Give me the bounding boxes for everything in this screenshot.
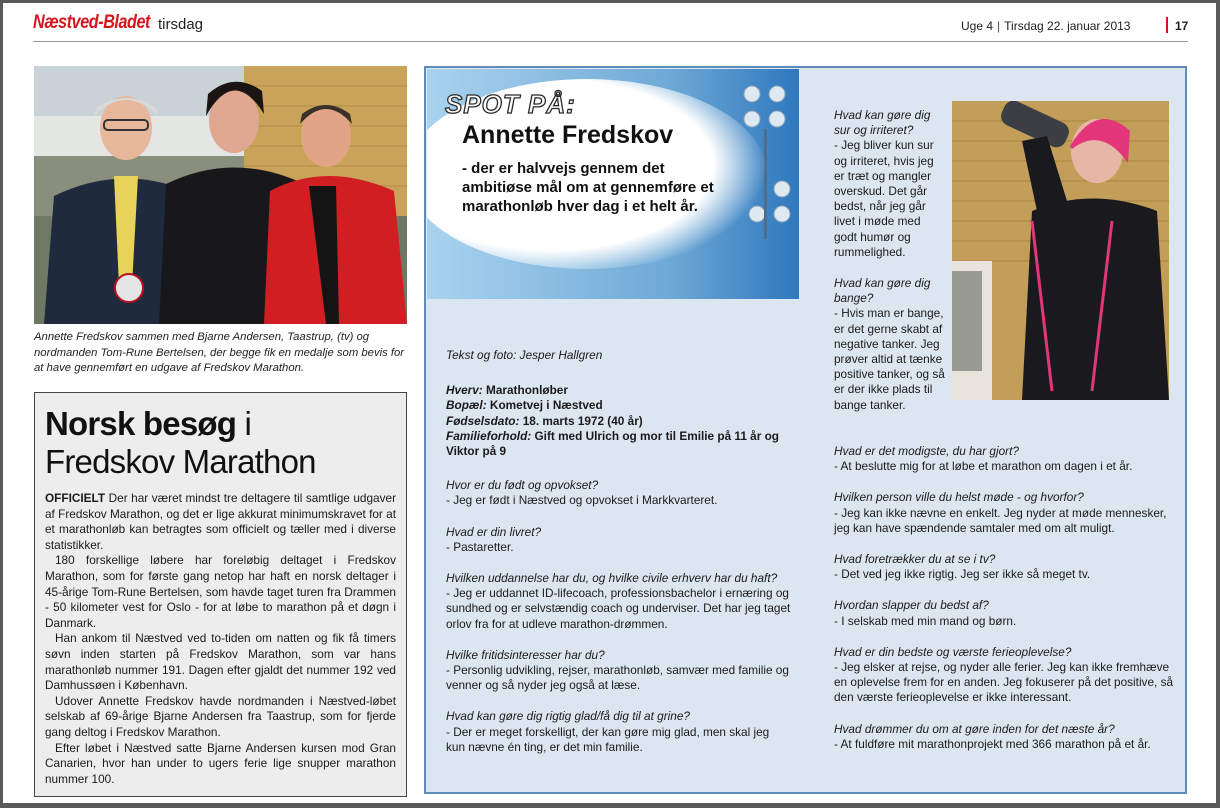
title-light-part-2: Fredskov Marathon: [45, 443, 316, 480]
interviewee-name: Annette Fredskov: [462, 121, 674, 149]
runner-photo-illustration: [952, 101, 1169, 400]
question: Hvad drømmer du om at gøre inden for det næste år?: [834, 721, 1115, 736]
group-photo: [34, 66, 407, 324]
page-number-divider: [1166, 17, 1168, 33]
fact-item: [446, 429, 791, 459]
qa-item: [834, 444, 1174, 474]
title-bold-part: Norsk besøg: [45, 405, 237, 442]
answer: - Hvis man er bange, er det gerne skabt af negative tanker. Jeg prøver altid at tænke positive tanker, og så er der ikke plads til bange tanker.: [834, 306, 945, 412]
answer: - Jeg kan ikke nævne en enkelt. Jeg nyder at møde mennesker, jeg kan have spændende samtaler med om alt muligt.: [834, 505, 1167, 535]
fact-item: [446, 398, 791, 413]
group-photo-illustration: [34, 66, 407, 324]
question: Hvad er din livret?: [446, 524, 542, 539]
runner-photo: [952, 101, 1169, 400]
article-paragraph: 180 forskellige løbere har foreløbig deltaget i Fredskov Marathon, som for første gang netop har haft en norsk deltager i 45-årige Tom-Rune Bertelsen, som havde taget turen fra Drammen - 50 kilometer vest for Oslo - for at løbe to marathon på et døgn i Danmark.: [45, 553, 396, 630]
interview-column-main: [446, 348, 791, 771]
qa-item: [834, 722, 1174, 752]
norsk-article-box: [34, 392, 407, 797]
question: Hvad er din bedste og værste ferieoplevelse?: [834, 644, 1072, 659]
norsk-article-body: [45, 491, 396, 787]
question: Hvad kan gøre dig sur og irriteret?: [834, 108, 931, 138]
fact-key: Familieforhold:: [446, 428, 532, 443]
question: Hvad kan gøre dig rigtig glad/få dig til at grine?: [446, 709, 690, 724]
masthead-logo: Næstved-Bladet: [33, 12, 151, 33]
question: Hvad foretrækker du at se i tv?: [834, 552, 996, 567]
qa-item: [834, 108, 946, 260]
fact-value: Gift med Ulrich og mor til Emilie på 11 år og Viktor på 9: [446, 428, 779, 459]
fact-value: 18. marts 1972 (40 år): [522, 413, 643, 428]
header-divider: |: [997, 19, 1001, 33]
answer: - Jeg er født i Næstved og opvokset i Markkvarteret.: [446, 493, 718, 508]
article-paragraph: Efter løbet i Næstved satte Bjarne Andersen kursen mod Gran Canarien, hvor han under to ugers ferie lige snupper marathon nummer 100.: [45, 740, 396, 786]
issue-info: [961, 19, 1130, 33]
qa-item: [446, 709, 791, 755]
question: Hvilken uddannelse har du, og hvilke civile erhverv har du haft?: [446, 571, 778, 586]
question: Hvilke fritidsinteresser har du?: [446, 647, 605, 662]
fact-item: [446, 383, 791, 398]
qa-item: [834, 598, 1174, 628]
qa-item: [446, 648, 791, 694]
answer: - At fuldføre mit marathonprojekt med 366 marathon på et år.: [834, 736, 1151, 751]
title-light-part-1: i: [244, 405, 252, 442]
qa-item: [834, 276, 946, 413]
question: Hvad kan gøre dig bange?: [834, 276, 931, 306]
article-paragraph: Han ankom til Næstved ved to-tiden om natten og fik få timers søvn inden starten på Fredskov Marathon, som var hans marathonløb nummer 191. Dagen efter gjaldt det nummer 192 ved Damhussøen i København.: [45, 631, 396, 693]
fact-value: Kometvej i Næstved: [489, 398, 603, 413]
answer: - At beslutte mig for at løbe et marathon om dagen i et år.: [834, 459, 1133, 474]
qa-item: [834, 552, 1174, 582]
fact-list: [446, 383, 791, 459]
answer: - Jeg er uddannet ID-lifecoach, professionsbachelor i ernæring og sundhed og er selvstændig coach og underviser. Det har jeg taget orlov fra for at udleve marathon-drømmen.: [446, 586, 791, 631]
spot-banner: [427, 69, 799, 299]
qa-item: [446, 525, 791, 555]
paragraph-text: Der har været mindst tre deltagere til samtlige udgaver af Fredskov Marathon, og det er lige akkurat minimumskravet for at et marathonløb kan betragtes som officielt og tæller med i diverse statistikker.: [45, 491, 396, 552]
fact-key: Bopæl:: [446, 398, 487, 413]
answer: - Jeg elsker at rejse, og nyder alle ferier. Jeg kan ikke fremhæve en oplevelse frem for en anden. Jeg fokuserer på det positive, så den værste ferieoplevelse er ikke interessant.: [834, 660, 1174, 705]
norsk-article-title: [45, 405, 396, 481]
question: Hvilken person ville du helst møde - og hvorfor?: [834, 490, 1084, 505]
header-rule: [33, 41, 1188, 42]
qa-item: [446, 478, 791, 508]
fact-value: Marathonløber: [486, 383, 568, 398]
qa-item: [834, 490, 1174, 536]
answer: - Det ved jeg ikke rigtig. Jeg ser ikke så meget tv.: [834, 567, 1091, 582]
header-weekday: tirsdag: [158, 16, 204, 33]
byline: Tekst og foto: Jesper Hallgren: [446, 348, 603, 362]
answer: - Jeg bliver kun sur og irriteret, hvis jeg er træt og mangler overskud. Det går bedst, når jeg går livet i møde med godt humør og rummelighed.: [834, 138, 934, 259]
article-lead-word: OFFICIELT: [45, 491, 106, 505]
interview-column-side: [834, 108, 946, 429]
question: Hvor er du født og opvokset?: [446, 478, 599, 493]
question: Hvad er det modigste, du har gjort?: [834, 444, 1019, 458]
answer: - Personlig udvikling, rejser, marathonløb, samvær med familie og venner og så nyder jeg også at læse.: [446, 663, 789, 693]
fact-key: Fødselsdato:: [446, 413, 520, 428]
spot-label: SPOT PÅ:: [445, 89, 576, 119]
page-number: 17: [1175, 19, 1189, 33]
question: Hvordan slapper du bedst af?: [834, 598, 989, 613]
answer: - Der er meget forskelligt, der kan gøre mig glad, men skal jeg kun nævne én ting, er det min familie.: [446, 724, 770, 754]
photo-caption: Annette Fredskov sammen med Bjarne Andersen, Taastrup, (tv) og nordmanden Tom-Rune Bertelsen, der begge fik en medalje som bevis for at have gennemført en udgave af Fredskov Marathon.: [34, 331, 405, 374]
date-label: Tirsdag 22. januar 2013: [1004, 19, 1131, 33]
answer: - Pastaretter.: [446, 539, 514, 554]
interview-column-bottom: [834, 444, 1174, 768]
week-label: Uge 4: [961, 19, 994, 33]
fact-item: [446, 414, 791, 429]
banner-subtitle: - der er halvvejs gennem det ambitiøse mål om at gennemføre et marathonløb hver dag i et helt år.: [462, 160, 714, 215]
qa-item: [446, 571, 791, 632]
qa-item: [834, 645, 1174, 706]
article-paragraph: Udover Annette Fredskov havde nordmanden i Næstved-løbet selskab af 69-årige Bjarne Andersen fra Taastrup, som for fjerde gang deltog i Fredskov Marathon.: [45, 693, 396, 739]
fact-key: Hverv:: [446, 383, 483, 398]
answer: - I selskab med min mand og børn.: [834, 613, 1017, 628]
article-paragraph: [45, 491, 396, 553]
interview-box: [424, 66, 1187, 794]
